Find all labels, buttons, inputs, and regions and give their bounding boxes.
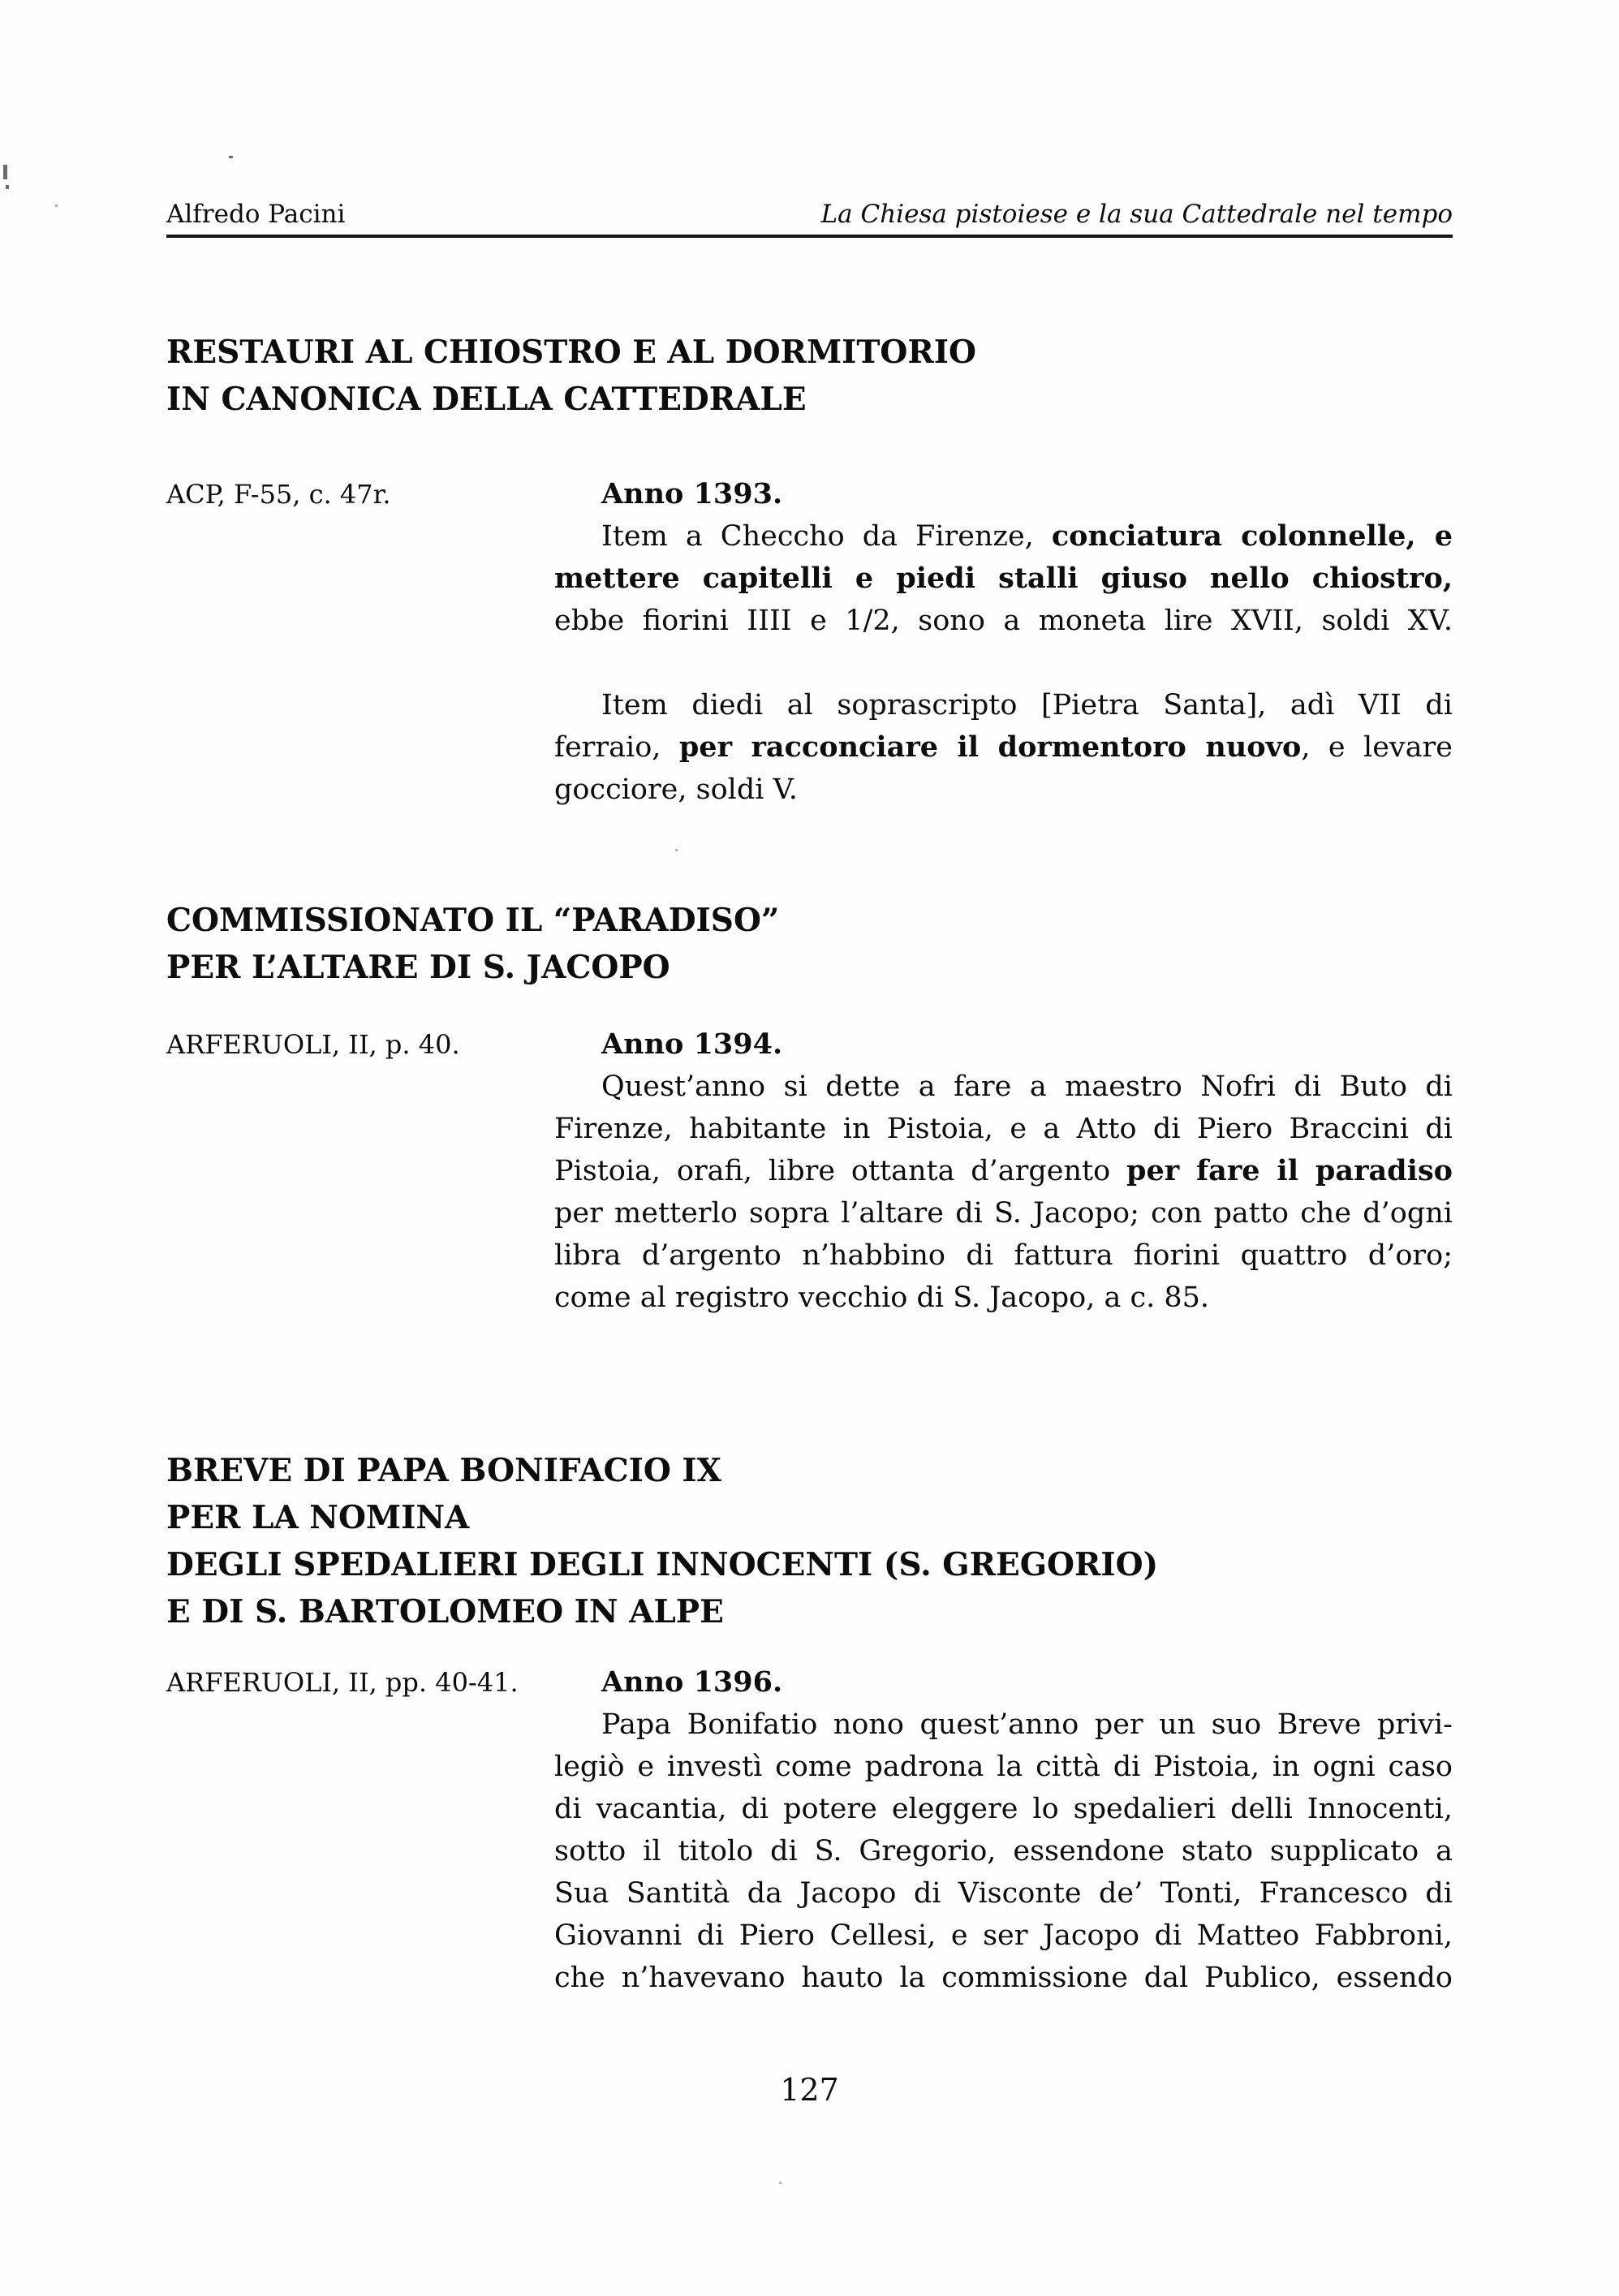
regular-text: Sua Santità da Jacopo di Visconte de’ Tonti, Francesco di xyxy=(554,1877,1453,1910)
entry-body xyxy=(554,1023,1453,1319)
regular-text: per metterlo sopra l’altare di S. Jacopo; con patto che d’ogni xyxy=(554,1197,1453,1230)
scan-speck xyxy=(779,2182,782,2184)
page-content xyxy=(166,0,1453,1999)
regular-text: gocciore, soldi V. xyxy=(554,773,798,806)
scan-speck xyxy=(3,165,7,179)
section-heading-line: RESTAURI AL CHIOSTRO E AL DORMITORIO xyxy=(166,334,977,371)
regular-text: ferraio, xyxy=(554,731,679,764)
regular-text: sotto il titolo di S. Gregorio, essendone stato supplicato a xyxy=(554,1835,1453,1867)
text-line xyxy=(554,600,1453,642)
text-line xyxy=(554,1746,1453,1788)
text-line xyxy=(554,1192,1453,1234)
regular-text: Papa Bonifatio nono quest’anno per un suo Breve privi- xyxy=(601,1708,1453,1741)
section-heading-line: DEGLI SPEDALIERI DEGLI INNOCENTI (S. GREGORIO) xyxy=(166,1546,1159,1583)
regular-text: che n’havevano hauto la commissione dal Publico, essendo xyxy=(554,1962,1453,1994)
page-number: 127 xyxy=(780,2072,839,2108)
regular-text: Firenze, habitante in Pistoia, e a Atto di Piero Braccini di xyxy=(554,1113,1453,1145)
paragraph xyxy=(554,1066,1453,1319)
text-line xyxy=(554,515,1453,558)
text-line xyxy=(554,1234,1453,1277)
citation-label: ACP, F-55, c. 47r. xyxy=(166,479,391,510)
regular-text: Giovanni di Piero Cellesi, e ser Jacopo di Matteo Fabbroni, xyxy=(554,1919,1453,1952)
regular-text: Quest’anno si dette a fare a maestro Nofri di Buto di xyxy=(601,1070,1453,1103)
regular-text: come al registro vecchio di S. Jacopo, a c. 85. xyxy=(554,1282,1210,1314)
entry-row xyxy=(166,1023,1453,1319)
entry-row xyxy=(166,1661,1453,1999)
header-author: Alfredo Pacini xyxy=(166,200,346,229)
bold-text: mettere capitelli e piedi stalli giuso nello chiostro, xyxy=(554,562,1453,595)
scan-speck xyxy=(6,185,9,189)
section-heading-line: E DI S. BARTOLOMEO IN ALPE xyxy=(166,1593,724,1630)
text-line xyxy=(554,1150,1453,1192)
anno-label: Anno 1393. xyxy=(601,477,783,510)
anno-label: Anno 1394. xyxy=(601,1027,783,1061)
section-heading-line: PER L’ALTARE DI S. JACOPO xyxy=(166,949,670,986)
regular-text: libra d’argento n’habbino di fattura fiorini quattro d’oro; xyxy=(554,1239,1453,1272)
text-line xyxy=(554,1066,1453,1108)
text-line xyxy=(554,1108,1453,1150)
text-line xyxy=(554,769,1453,811)
bold-text: conciatura colonnelle, e xyxy=(1051,519,1453,553)
text-line xyxy=(554,1704,1453,1746)
scan-speck xyxy=(55,205,58,207)
entry-body xyxy=(554,473,1453,811)
section-heading xyxy=(166,1447,1453,1635)
citation-label: ARFERUOLI, II, p. 40. xyxy=(166,1029,460,1060)
document-section xyxy=(166,329,1453,811)
paragraph xyxy=(554,684,1453,811)
regular-text: Item diedi al soprascripto [Pietra Santa], adì VII di xyxy=(601,689,1453,722)
regular-text: Pistoia, orafi, libre ottanta d’argento xyxy=(554,1155,1127,1187)
anno-label: Anno 1396. xyxy=(601,1665,783,1699)
bold-text: per fare il paradiso xyxy=(1126,1154,1453,1187)
document-body xyxy=(166,329,1453,1999)
running-header xyxy=(166,200,1453,228)
document-section xyxy=(166,897,1453,1319)
regular-text: , e levare xyxy=(1301,731,1453,764)
header-rule xyxy=(166,235,1453,238)
entry-body xyxy=(554,1661,1453,1999)
citation-label: ARFERUOLI, II, pp. 40-41. xyxy=(166,1667,519,1698)
section-heading xyxy=(166,897,1453,991)
regular-text: ebbe fiorini IIII e 1/2, sono a moneta lire XVII, soldi XV. xyxy=(554,605,1453,637)
text-line xyxy=(554,1872,1453,1915)
section-heading-line: IN CANONICA DELLA CATTEDRALE xyxy=(166,381,807,418)
text-line xyxy=(554,726,1453,769)
section-heading-line: BREVE DI PAPA BONIFACIO IX xyxy=(166,1452,721,1489)
paragraph xyxy=(554,1704,1453,1999)
paragraph xyxy=(554,515,1453,642)
document-section xyxy=(166,1447,1453,1999)
text-line xyxy=(554,558,1453,600)
regular-text: Item a Checcho da Firenze, xyxy=(601,520,1052,553)
regular-text: di vacantia, di potere eleggere lo spedalieri delli Innocenti, xyxy=(554,1793,1453,1825)
text-line xyxy=(554,1277,1453,1319)
section-heading-line: COMMISSIONATO IL “PARADISO” xyxy=(166,902,780,939)
text-line xyxy=(554,1957,1453,1999)
text-line xyxy=(554,684,1453,726)
header-running-title: La Chiesa pistoiese e la sua Cattedrale nel tempo xyxy=(820,200,1453,229)
text-line xyxy=(554,1915,1453,1957)
entry-row xyxy=(166,473,1453,811)
section-heading-line: PER LA NOMINA xyxy=(166,1499,470,1536)
text-line xyxy=(554,1788,1453,1830)
text-line xyxy=(554,1830,1453,1872)
bold-text: per racconciare il dormentoro nuovo xyxy=(678,730,1302,764)
regular-text: legiò e investì come padrona la città di Pistoia, in ogni caso xyxy=(554,1751,1453,1783)
section-heading xyxy=(166,329,1453,423)
